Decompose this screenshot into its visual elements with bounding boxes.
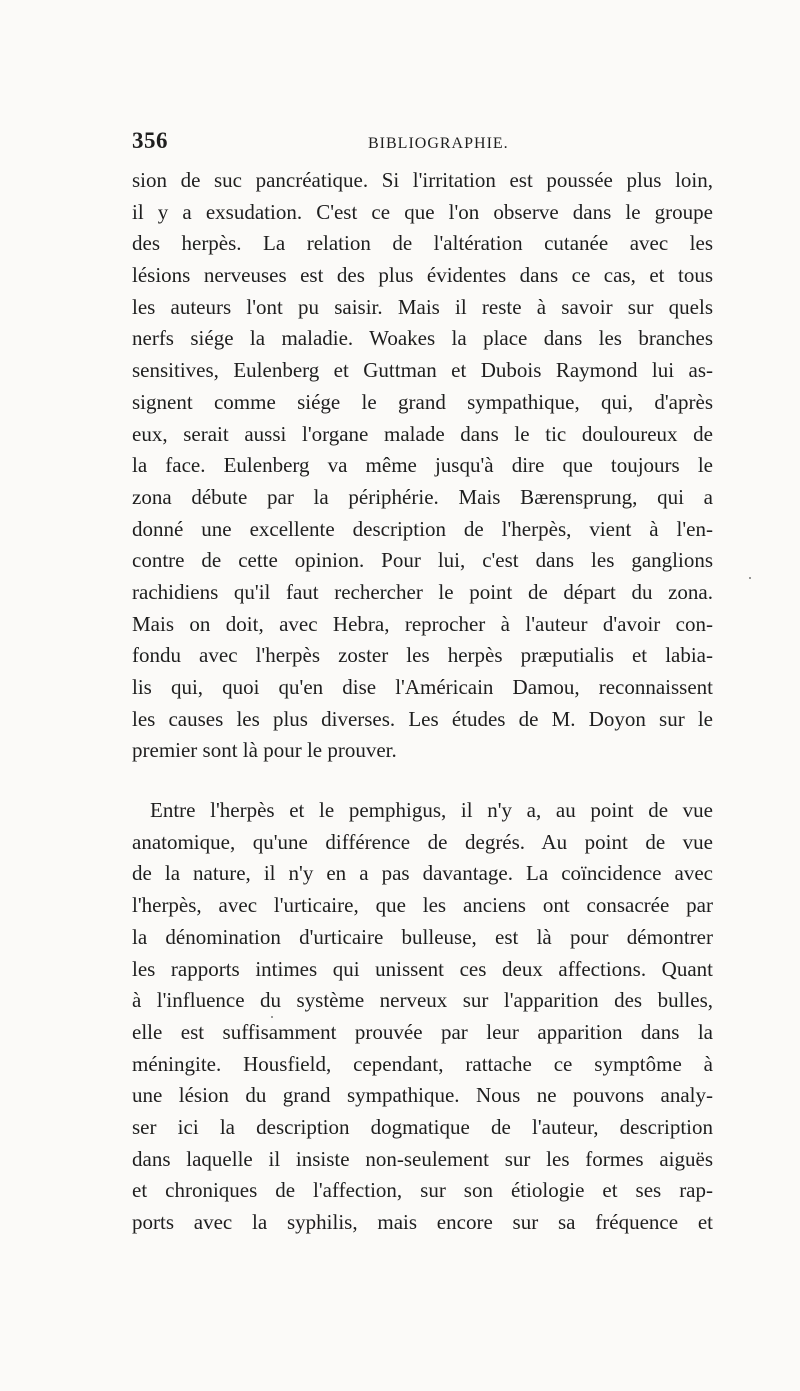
- paper-speck: [271, 1016, 273, 1018]
- text-line: anatomique, qu'une différence de degrés. Au point de vue: [132, 829, 713, 854]
- text-line: dans laquelle il insiste non-seulement sur les formes aiguës: [132, 1146, 713, 1171]
- paragraph-2: [132, 795, 713, 1239]
- text-line: de la nature, il n'y en a pas davantage. La coïncidence avec: [132, 861, 713, 886]
- text-line: signent comme siége le grand sympathique, qui, d'après: [132, 389, 713, 414]
- paper-speck: [749, 577, 751, 579]
- text-line: la dénomination d'urticaire bulleuse, est là pour démontrer: [132, 924, 713, 949]
- text-line: rachidiens qu'il faut rechercher le point de départ du zona.: [132, 579, 713, 604]
- text-line: premier sont là pour le prouver.: [132, 738, 397, 763]
- page-number: 356: [132, 128, 168, 153]
- text-line: lésions nerveuses est des plus évidentes dans ce cas, et tous: [132, 263, 713, 288]
- text-line: eux, serait aussi l'organe malade dans le tic douloureux de: [132, 421, 713, 446]
- text-line: donné une excellente description de l'herpès, vient à l'en-: [132, 516, 713, 541]
- text-line: méningite. Housfield, cependant, rattache ce symptôme à: [132, 1051, 713, 1076]
- text-line: sion de suc pancréatique. Si l'irritation est poussée plus loin,: [132, 168, 713, 192]
- text-line: ser ici la description dogmatique de l'auteur, description: [132, 1114, 713, 1139]
- text-line: et chroniques de l'affection, sur son étiologie et ses rap-: [132, 1178, 713, 1203]
- text-line: une lésion du grand sympathique. Nous ne pouvons analy-: [132, 1083, 713, 1108]
- text-line: les causes les plus diverses. Les études de M. Doyon sur le: [132, 706, 713, 731]
- text-line: contre de cette opinion. Pour lui, c'est dans les ganglions: [132, 548, 713, 573]
- text-line: Mais on doit, avec Hebra, reprocher à l'auteur d'avoir con-: [132, 611, 713, 636]
- running-title: BIBLIOGRAPHIE.: [368, 135, 509, 152]
- text-line: nerfs siége la maladie. Woakes la place dans les branches: [132, 326, 713, 351]
- paragraph-1: [132, 165, 713, 767]
- text-line: l'herpès, avec l'urticaire, que les anciens ont consacrée par: [132, 893, 713, 918]
- paragraph-spacer: [132, 767, 713, 795]
- text-line: la face. Eulenberg va même jusqu'à dire que toujours le: [132, 453, 713, 478]
- text-line: des herpès. La relation de l'altération cutanée avec les: [132, 231, 713, 256]
- body-text: [132, 165, 713, 1239]
- text-line: elle est suffisamment prouvée par leur apparition dans la: [132, 1019, 713, 1044]
- text-line: zona débute par la périphérie. Mais Bærensprung, qui a: [132, 484, 713, 509]
- text-line: il y a exsudation. C'est ce que l'on observe dans le groupe: [132, 199, 713, 224]
- text-line: les auteurs l'ont pu saisir. Mais il reste à savoir sur quels: [132, 294, 713, 319]
- page-header: [132, 128, 712, 162]
- text-line: Entre l'herpès et le pemphigus, il n'y a, au point de vue: [150, 798, 713, 823]
- text-line: à l'influence du système nerveux sur l'apparition des bulles,: [132, 988, 713, 1013]
- text-line: les rapports intimes qui unissent ces deux affections. Quant: [132, 956, 713, 981]
- text-line: sensitives, Eulenberg et Guttman et Dubois Raymond lui as-: [132, 358, 713, 383]
- text-line: lis qui, quoi qu'en dise l'Américain Damou, reconnaissent: [132, 675, 713, 699]
- text-line: fondu avec l'herpès zoster les herpès præputialis et labia-: [132, 643, 713, 668]
- text-line: ports avec la syphilis, mais encore sur sa fréquence et: [132, 1210, 713, 1234]
